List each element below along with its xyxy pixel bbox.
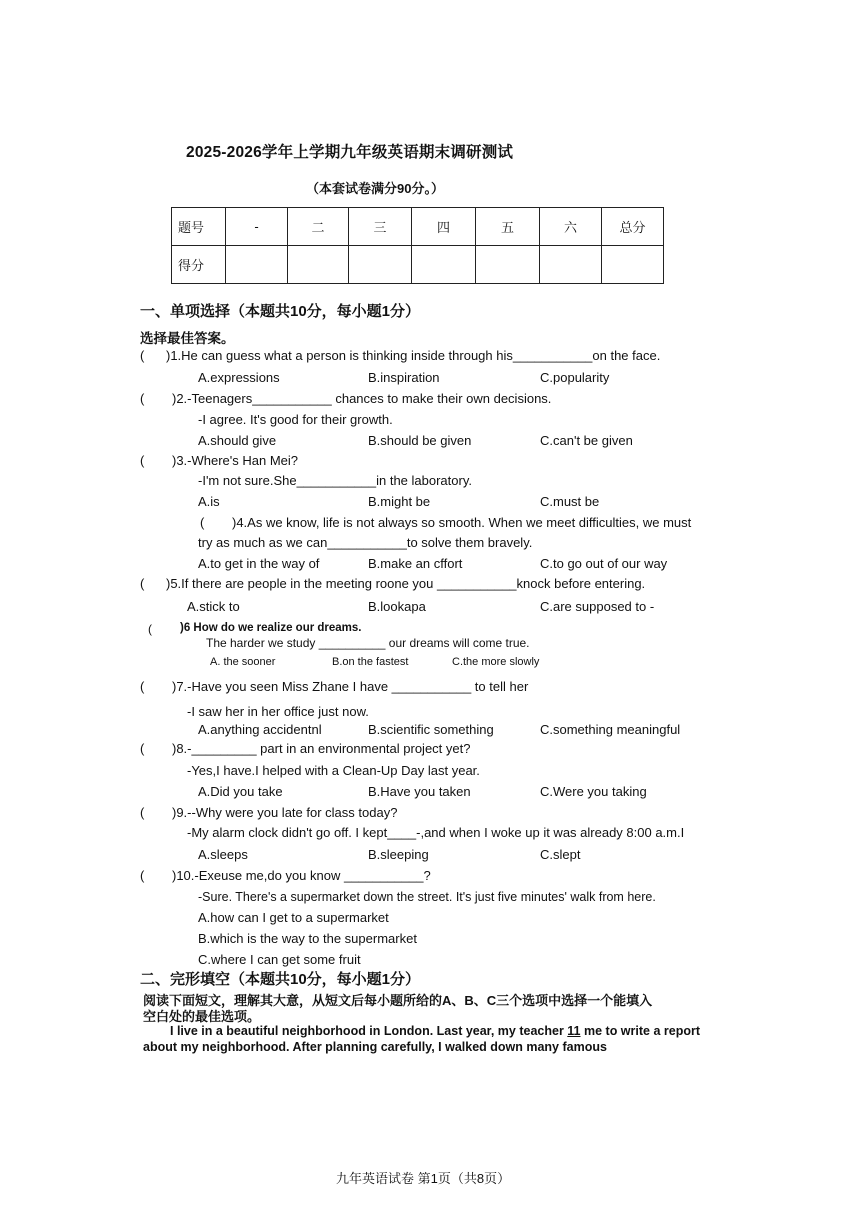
q5-option-a: A.stick to [187, 599, 240, 614]
q10-stem: )10.-Exeuse me,do you know ___________? [172, 868, 431, 883]
q3-option-c: C.must be [540, 494, 600, 509]
score-table-cell: 题号 [172, 208, 226, 246]
cloze-text: I live in a beautiful neighborhood in London. Last year, my teacher [170, 1024, 568, 1038]
cloze-paragraph-line1 [170, 1024, 700, 1038]
q4-stem-continued: try as much as we can___________to solve them bravely. [198, 535, 533, 550]
q10-reply: -Sure. There's a supermarket down the street. It's just five minutes' walk from here. [198, 890, 656, 904]
q6-stem: )6 How do we realize our dreams. [180, 622, 362, 634]
q10-option-a: A.how can I get to a supermarket [198, 910, 389, 925]
q7-paren: ( [140, 679, 145, 694]
score-input-cell [602, 246, 664, 284]
score-input-cell [288, 246, 349, 284]
section-2-instruction-line1: 阅读下面短文，理解其大意，从短文后每小题所给的A、B、C三个选项中选择一个能填入 [143, 993, 653, 1008]
score-table-header-row [172, 208, 664, 246]
q8-stem: )8.-_________ part in an environmental project yet? [172, 741, 471, 756]
score-input-cell [226, 246, 288, 284]
score-table [171, 207, 664, 284]
q4-stem: )4.As we know, life is not always so smooth. When we meet difficulties, we must [232, 515, 692, 530]
q4-option-b: B.make an cffort [368, 556, 463, 571]
q8-reply: -Yes,I have.I helped with a Clean-Up Day last year. [187, 763, 480, 778]
q4-option-a: A.to get in the way of [198, 556, 320, 571]
q5-stem: )5.If there are people in the meeting roone you ___________knock before entering. [166, 576, 646, 591]
q7-option-c: C.something meaningful [540, 722, 681, 737]
q4-option-c: C.to go out of our way [540, 556, 668, 571]
section-2-heading: 二、完形填空（本题共10分，每小题1分） [140, 971, 421, 988]
score-table-cell: 四 [412, 208, 476, 246]
score-table-score-row [172, 246, 664, 284]
q3-paren: ( [140, 453, 145, 468]
q2-reply: -I agree. It's good for their growth. [198, 412, 393, 427]
q6-option-b: B.on the fastest [332, 656, 409, 668]
score-table-cell: 三 [349, 208, 412, 246]
exam-subtitle: （本套试卷满分90分。） [306, 181, 444, 196]
q7-option-b: B.scientific something [368, 722, 494, 737]
q6-option-a: A. the sooner [210, 656, 276, 668]
page-footer: 九年英语试卷 第1页（共8页） [336, 1171, 511, 1186]
cloze-paragraph-line2: about my neighborhood. After planning carefully, I walked down many famous [143, 1040, 607, 1054]
q6-option-c: C.the more slowly [452, 656, 540, 668]
q7-reply: -I saw her in her office just now. [187, 704, 369, 719]
section-2-instruction-line2: 空白处的最佳选项。 [143, 1009, 261, 1024]
q2-stem: )2.-Teenagers___________ chances to make their own decisions. [172, 391, 552, 406]
score-table-cell: 五 [476, 208, 540, 246]
q7-stem: )7.-Have you seen Miss Zhane I have ___________ to tell her [172, 679, 529, 694]
cloze-text: me to write a report [580, 1024, 700, 1038]
q3-option-a: A.is [198, 494, 220, 509]
q9-option-c: C.slept [540, 847, 581, 862]
section-1-heading: 一、单项选择（本题共10分，每小题1分） [140, 303, 421, 320]
q9-option-b: B.sleeping [368, 847, 429, 862]
q1-stem: )1.He can guess what a person is thinking inside through his___________on the face. [166, 348, 661, 363]
score-table-cell: - [226, 208, 288, 246]
q1-option-a: A.expressions [198, 370, 280, 385]
q9-option-a: A.sleeps [198, 847, 248, 862]
q2-option-a: A.should give [198, 433, 277, 448]
q8-option-a: A.Did you take [198, 784, 283, 799]
q1-option-b: B.inspiration [368, 370, 440, 385]
q10-option-b: B.which is the way to the supermarket [198, 931, 417, 946]
score-input-cell [412, 246, 476, 284]
q10-option-c: C.where I can get some fruit [198, 952, 361, 967]
score-input-cell [476, 246, 540, 284]
q8-option-b: B.Have you taken [368, 784, 471, 799]
q2-option-b: B.should be given [368, 433, 472, 448]
score-input-cell [349, 246, 412, 284]
score-table-cell: 总分 [602, 208, 664, 246]
score-table-cell: 二 [288, 208, 349, 246]
exam-title: 2025-2026学年上学期九年级英语期末调研测试 [186, 144, 514, 161]
q8-paren: ( [140, 741, 145, 756]
q3-stem: )3.-Where's Han Mei? [172, 453, 299, 468]
q4-paren: ( [200, 515, 205, 530]
q6-paren: ( [148, 622, 152, 636]
q7-option-a: A.anything accidentnl [198, 722, 322, 737]
q2-option-c: C.can't be given [540, 433, 633, 448]
q10-paren: ( [140, 868, 145, 883]
q3-option-b: B.might be [368, 494, 431, 509]
q9-paren: ( [140, 805, 145, 820]
q8-option-c: C.Were you taking [540, 784, 647, 799]
section-1-instruction: 选择最佳答案。 [140, 331, 235, 346]
q5-paren: ( [140, 576, 145, 591]
q1-paren: ( [140, 348, 145, 363]
q9-reply: -My alarm clock didn't go off. I kept____-,and when I woke up it was already 8:00 a.m.I [187, 825, 685, 840]
q2-paren: ( [140, 391, 145, 406]
score-table-cell: 六 [540, 208, 602, 246]
q5-option-c: C.are supposed to - [540, 599, 655, 614]
q6-reply: The harder we study __________ our dreams will come true. [206, 636, 530, 650]
score-input-cell [540, 246, 602, 284]
q1-option-c: C.popularity [540, 370, 610, 385]
q5-option-b: B.lookapa [368, 599, 426, 614]
q9-stem: )9.--Why were you late for class today? [172, 805, 398, 820]
q3-reply: -I'm not sure.She___________in the laboratory. [198, 473, 472, 488]
score-table-cell: 得分 [172, 246, 226, 284]
cloze-blank-11: 11 [567, 1024, 581, 1038]
